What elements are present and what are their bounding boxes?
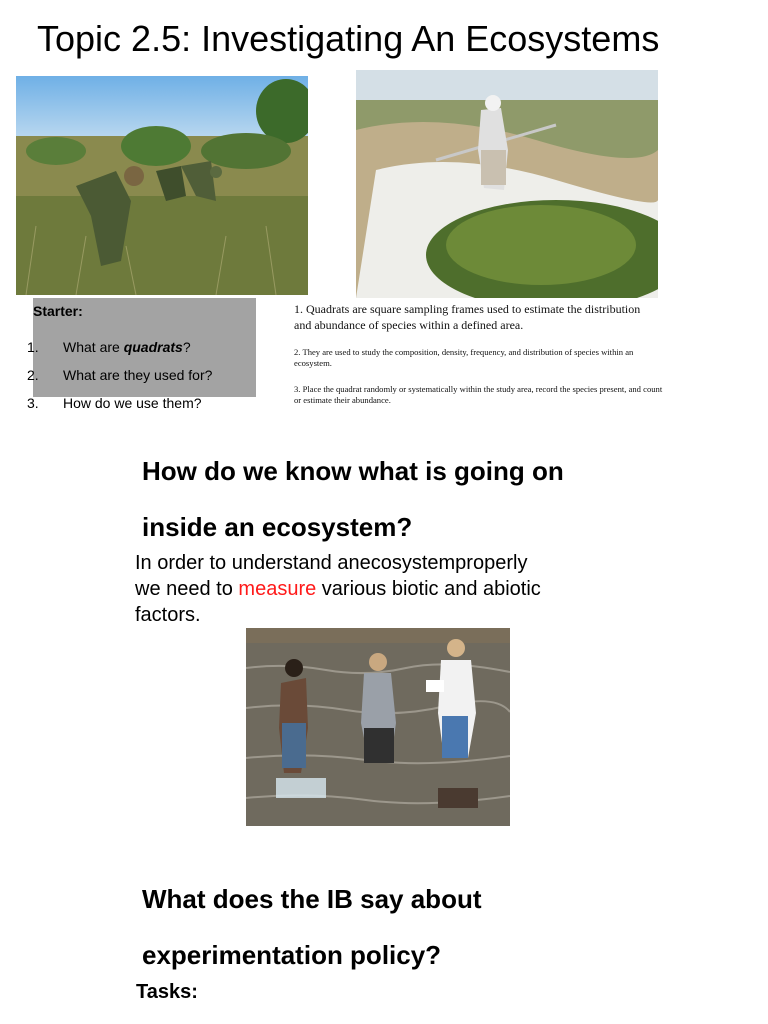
dune-quadrat-photo — [356, 70, 658, 298]
highlight-word: measure — [238, 578, 317, 600]
list-number: 2. — [27, 367, 39, 383]
paragraph-text: we need to — [135, 578, 239, 600]
answer-1: 1. Quadrats are square sampling frames used to estimate the distribution and abundance of species within a defined area. — [294, 302, 641, 332]
stream-sampling-photo — [246, 628, 510, 826]
question-text: ? — [182, 339, 191, 355]
page-title: Topic 2.5: Investigating An Ecosystems — [37, 18, 660, 59]
question-text: What are — [63, 339, 124, 355]
question-heading-line: What does the IB say about — [142, 884, 482, 914]
answer-2: 2. They are used to study the composition, density, frequency, and distribution of species within an ecosystem. — [294, 347, 634, 368]
paragraph-text: various biotic and abiotic — [316, 578, 541, 600]
paragraph-line — [135, 576, 635, 602]
list-number: 3. — [27, 395, 39, 411]
starter-questions — [27, 333, 212, 417]
tasks-label: Tasks: — [136, 981, 198, 1003]
starter-question — [27, 361, 212, 389]
question-heading-line: inside an ecosystem? — [142, 512, 413, 542]
starter-heading: Starter: — [33, 303, 83, 319]
intro-paragraph — [135, 550, 635, 628]
question-heading-line: How do we know what is going on — [142, 456, 564, 486]
starter-question — [27, 389, 212, 417]
question-text: How do we use them? — [63, 395, 202, 411]
question-heading-line: experimentation policy? — [142, 940, 442, 970]
answer-3: 3. Place the quadrat randomly or systematically within the study area, record the species present, and count or estimate their abundance. — [294, 384, 663, 405]
question-emphasis: quadrats — [123, 339, 183, 355]
paragraph-line: factors. — [135, 604, 201, 626]
list-number: 1. — [27, 339, 39, 355]
paragraph-line: In order to understand anecosystemproperly — [135, 552, 528, 574]
grassland-fieldwork-photo — [16, 76, 308, 295]
question-text: What are they used for? — [63, 367, 213, 383]
starter-question — [27, 333, 212, 361]
